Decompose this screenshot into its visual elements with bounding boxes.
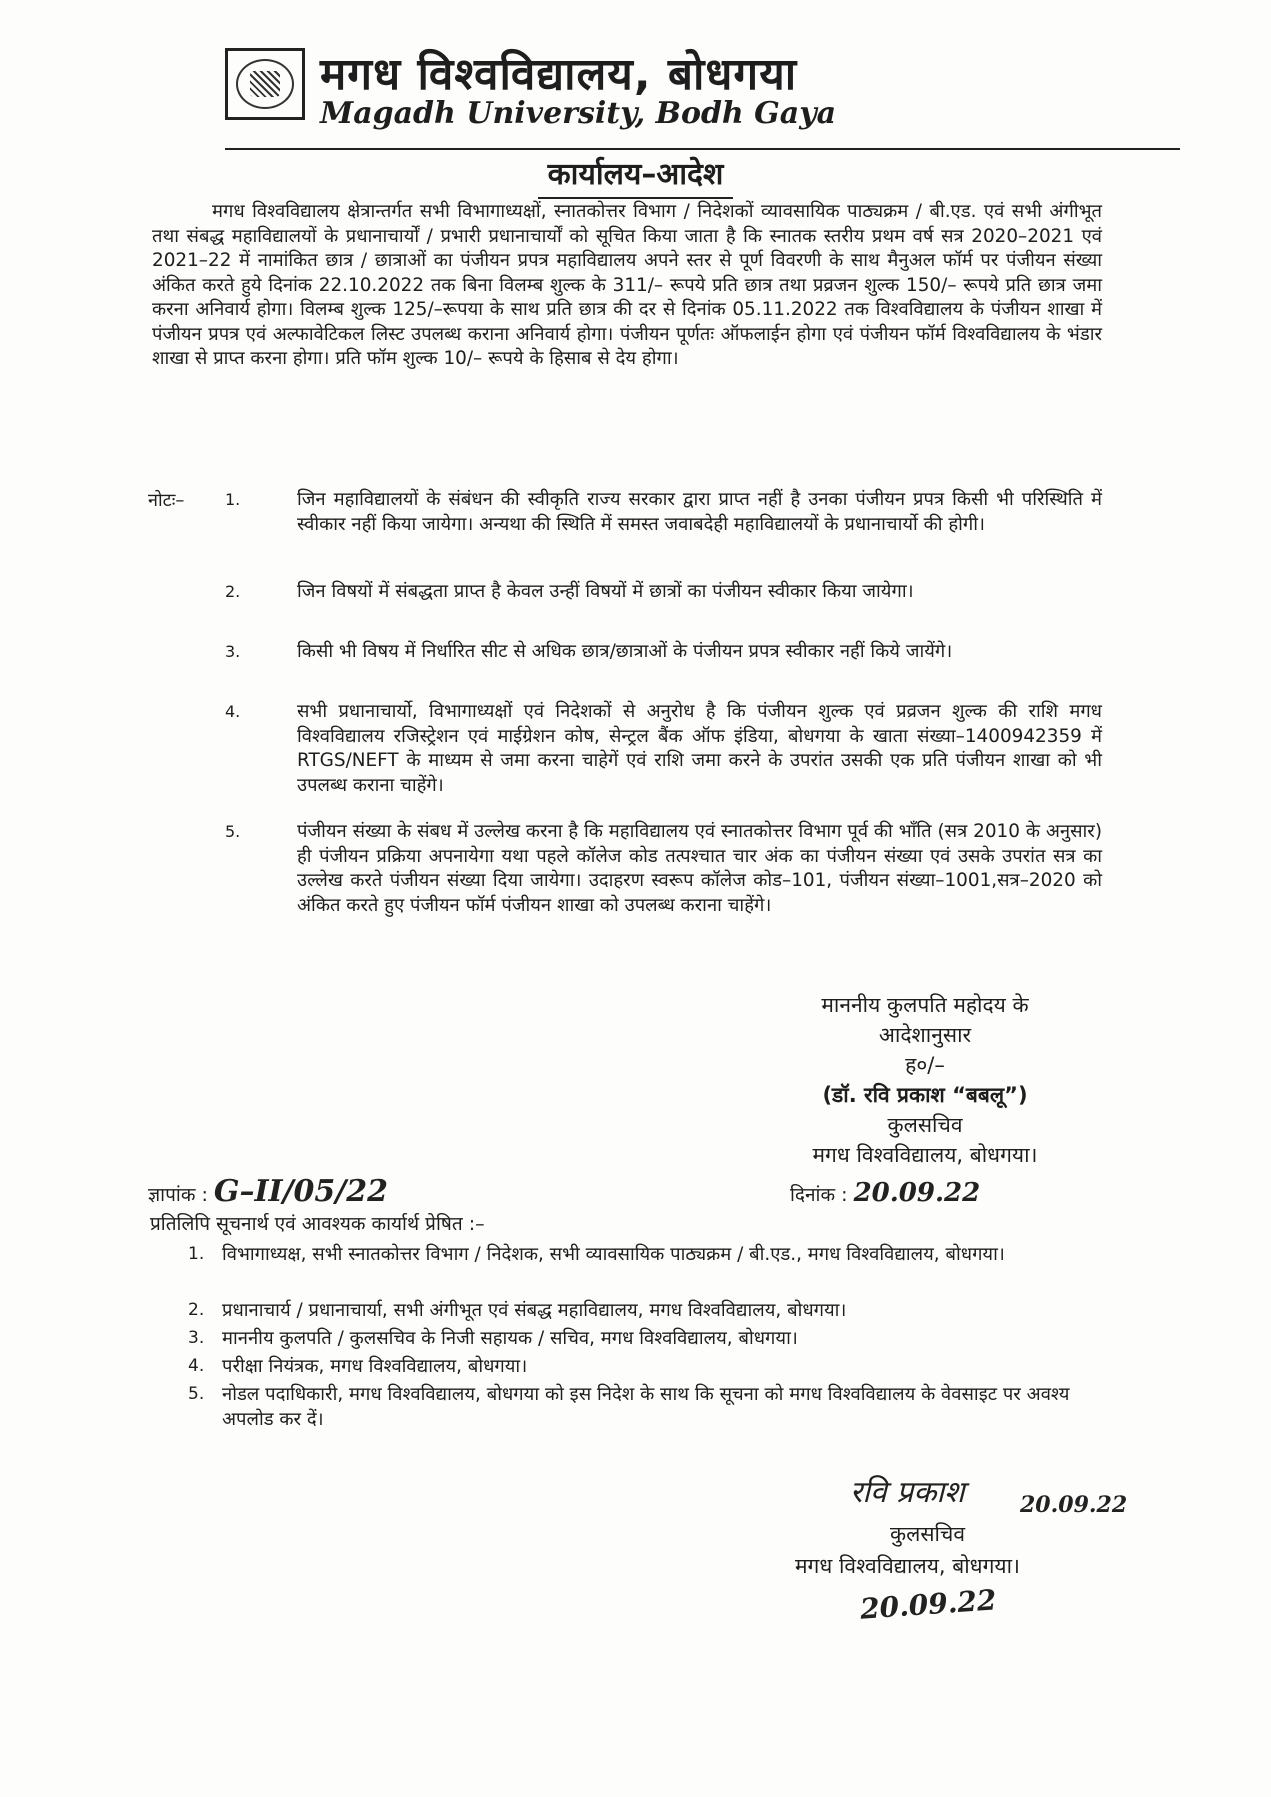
final-institution: मगध विश्वविद्यालय, बोधगया। xyxy=(795,1554,1020,1578)
handwritten-sign-date: 20.09.22 xyxy=(1020,1492,1128,1518)
university-name-english: Magadh University, Bodh Gaya xyxy=(320,96,837,131)
order-body-paragraph: मगध विश्वविद्यालय क्षेत्रान्तर्गत सभी विभागाध्यक्षों, स्नातकोत्तर विभाग / निदेशकों व्यावसायिक पाठ्यक्रम / बी.एड. एवं सभी अंगीभूत तथा संबद्ध महाविद्यालयों के प्रधानाचार्यों / प्रभारी प्रधानाचार्यों को सूचित किया जाता है कि स्नातक स्तरीय प्रथम वर्ष सत्र 2020–2021 एवं 2021–22 में नामांकित छात्र / छात्राओं का पंजीयन प्रपत्र महाविद्यालय अपने स्तर से पूर्ण विवरणी के साथ मैनुअल फॉर्म पर पंजीयन संख्या अंकित करते हुये दिनांक 22.10.2022 तक बिना विलम्ब शुल्क के 311/– रूपये प्रति छात्र तथा प्रव्रजन शुल्क 150/– रूपये प्रति छात्र जमा करना अनिवार्य होगा। विलम्ब शुल्क 125/–रूपया के साथ प्रति छात्र की दर से दिनांक 05.11.2022 तक विश्वविद्यालय के पंजीयन शाखा में पंजीयन प्रपत्र एवं अल्फावेटिकल लिस्ट उपलब्ध कराना अनिवार्य होगा। पंजीयन पूर्णतः ऑफलाईन होगा एवं पंजीयन फॉर्म विश्वविद्यालय के भंडार शाखा से प्राप्त करना होगा। प्रति फॉम शुल्क 10/– रूपये के हिसाब से देय होगा। xyxy=(152,201,1102,369)
handwritten-signature: रवि प्रकाश xyxy=(850,1475,965,1510)
handwritten-initial-date: 20.09.22 xyxy=(859,1583,998,1626)
copy-to-heading: प्रतिलिपि सूचनार्थ एवं आवश्यक कार्यार्थ प्रेषित :– xyxy=(150,1213,485,1235)
header-divider xyxy=(225,148,1180,150)
memo-date: दिनांक : 20.09.22 xyxy=(790,1178,981,1208)
memo-number: ज्ञापांक : G–II/05/22 xyxy=(148,1174,389,1209)
handwritten-memo-number: G–II/05/22 xyxy=(213,1174,389,1209)
final-designation: कुलसचिव xyxy=(890,1522,966,1546)
university-logo-icon xyxy=(225,48,305,120)
office-order-heading: कार्यालय–आदेश xyxy=(0,152,1271,199)
notes-label: नोटः– xyxy=(148,490,185,511)
order-signature-block: माननीय कुलपति महोदय के आदेशानुसार ह०/– (डॉ. रवि प्रकाश “बबलू”) कुलसचिव मगध विश्वविद्यालय, बोधगया। xyxy=(812,993,1038,1167)
university-name-hindi: मगध विश्वविद्यालय, बोधगया xyxy=(320,49,798,100)
handwritten-memo-date: 20.09.22 xyxy=(853,1178,981,1208)
